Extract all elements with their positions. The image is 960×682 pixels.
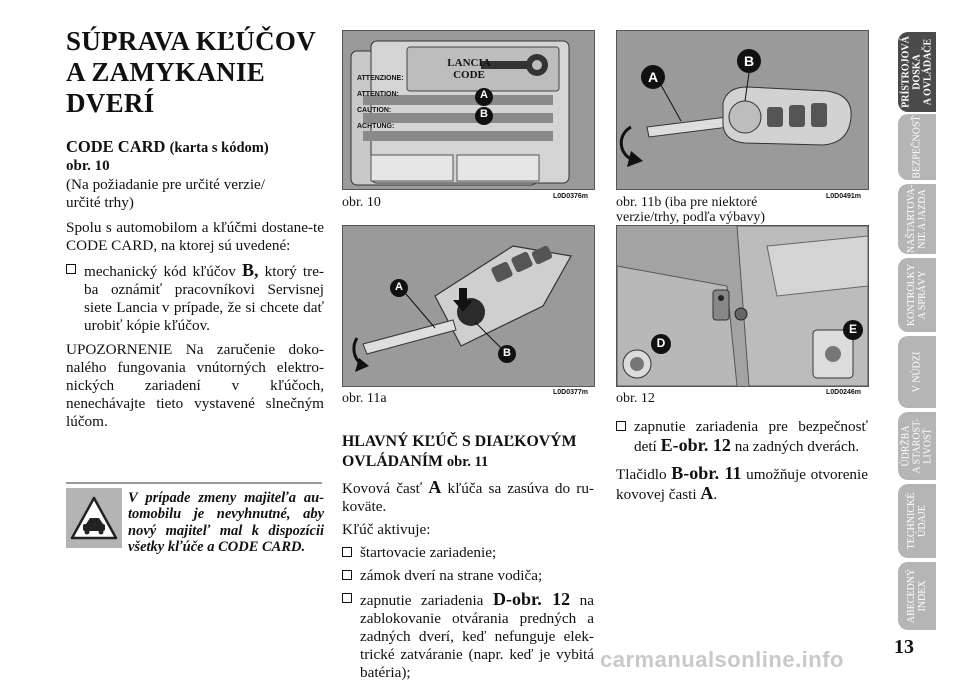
tab-label bbox=[906, 569, 928, 623]
tab-emergency[interactable] bbox=[898, 336, 936, 408]
code-card-section bbox=[66, 138, 326, 431]
tab-label bbox=[906, 264, 928, 326]
warning-car-icon bbox=[66, 488, 122, 548]
marker-b: B bbox=[743, 53, 755, 69]
bullet-bold: B, bbox=[241, 260, 259, 280]
bullet-text: na zadných dverách. bbox=[730, 438, 860, 455]
figure-code: L0D0491m bbox=[826, 193, 862, 200]
tab-label-line: LIVOSŤ bbox=[922, 428, 934, 464]
para-text: Kovová časť bbox=[342, 480, 429, 497]
marker-b: B bbox=[480, 108, 488, 120]
tab-label bbox=[906, 185, 928, 253]
heading-text: CODE CARD bbox=[66, 137, 166, 156]
bullet-item bbox=[342, 567, 594, 585]
intro-paragraph: Spolu s automobilom a kľúčmi dostane-te CODE CARD, na ktorej sú uvedené: bbox=[66, 219, 324, 254]
watermark: carmanualsonline.info bbox=[600, 647, 844, 672]
figure-caption bbox=[616, 195, 765, 225]
tab-label bbox=[912, 352, 923, 393]
title-line: SÚPRAVA KĽÚČOV bbox=[66, 26, 317, 56]
figure-code: L0D0246m bbox=[826, 389, 862, 396]
checkbox-bullet-icon bbox=[66, 264, 76, 274]
tab-instrument-panel[interactable] bbox=[898, 32, 936, 112]
page-title bbox=[66, 26, 326, 119]
checkbox-bullet-icon bbox=[616, 421, 626, 431]
tab-label bbox=[901, 418, 934, 473]
bullet-text: zámok dverí na strane vodiča; bbox=[360, 567, 543, 584]
tab-label-line: ÚDAJE bbox=[917, 505, 928, 537]
title-line: DVERÍ bbox=[66, 88, 155, 118]
tab-label-line: TECHNICKÉ bbox=[906, 492, 917, 550]
card-label: ATTENTION: bbox=[357, 91, 399, 98]
note-line: (Na požiadanie pre určité verzie/ bbox=[66, 176, 266, 193]
marker-a: A bbox=[395, 281, 403, 293]
figure-remote-key bbox=[616, 30, 869, 190]
bullet-item bbox=[66, 261, 324, 335]
paragraph bbox=[342, 478, 594, 516]
paragraph bbox=[616, 464, 868, 504]
checkbox-bullet-icon bbox=[342, 593, 352, 603]
figure-code: L0D0376m bbox=[553, 193, 589, 200]
tab-label-line: NAŠTARTOVA- bbox=[906, 184, 917, 254]
figure-caption: obr. 11a bbox=[342, 391, 387, 406]
callout-text: V prípade zmeny majiteľa au-tomobilu je nevyhnutné, aby nový majiteľ mal k dispozícii všetky kľúče a CODE CARD. bbox=[128, 490, 324, 555]
card-title-line: CODE bbox=[453, 69, 485, 81]
tab-label-line: ÚDRŽBA bbox=[900, 425, 912, 467]
para-text: kľúča sa zasúva do ru-koväte. bbox=[342, 480, 594, 515]
card-label: ATTENZIONE: bbox=[357, 75, 404, 82]
marker-a: A bbox=[647, 69, 659, 85]
card-title bbox=[439, 57, 499, 81]
bullet-text: zapnutie zariadenia pre bezpečnosť detí bbox=[634, 418, 868, 455]
bullet-item bbox=[616, 418, 868, 456]
card-title-line: LANCIA bbox=[447, 57, 491, 69]
figure-caption: obr. 12 bbox=[616, 391, 655, 406]
para-text: umožňuje otvorenie kovovej časti bbox=[616, 466, 868, 503]
bullet-text: zapnutie zariadenia bbox=[360, 592, 493, 609]
card-label: CAUTION: bbox=[357, 107, 392, 114]
heading-text: OVLÁDANÍM bbox=[342, 453, 447, 470]
tab-starting-driving[interactable] bbox=[898, 184, 936, 254]
heading-line bbox=[342, 452, 594, 472]
main-key-section bbox=[342, 432, 594, 682]
para-text: Tlačidlo bbox=[616, 466, 672, 483]
card-warning-labels bbox=[357, 71, 404, 135]
note-line: určité trhy) bbox=[66, 194, 134, 211]
tab-label-line: A OVLÁDAČE bbox=[922, 38, 934, 106]
para-bold: A bbox=[428, 477, 442, 497]
warning-paragraph: UPOZORNENIE Na zaručenie doko-nalého fungovania vnútorných elektro-nických zariadení v kľúčoch, nenechávajte tieto vystavené slnečným lúčom. bbox=[66, 341, 324, 430]
tab-label-line: A STAROST- bbox=[911, 418, 923, 474]
tab-label bbox=[906, 493, 928, 550]
child-lock-section bbox=[616, 418, 868, 504]
figure-reference: obr. 10 bbox=[66, 158, 110, 174]
bullet-text: ktorý tre-ba oznámiť pracovníkovi Servisnej siete Lancia v prípade, že si chcete dať urobiť kópie kľúčov. bbox=[84, 263, 324, 334]
heading-subtext: (karta s kódom) bbox=[169, 140, 269, 156]
marker-d: D bbox=[656, 336, 666, 350]
tab-label-line: ABECEDNÝ bbox=[906, 568, 917, 624]
tab-label-line: V NÚDZI bbox=[911, 351, 923, 393]
checkbox-bullet-icon bbox=[342, 570, 352, 580]
tab-safety[interactable] bbox=[898, 114, 936, 180]
bullet-item bbox=[342, 544, 594, 562]
paragraph: Kľúč aktivuje: bbox=[342, 521, 431, 538]
tab-label bbox=[912, 115, 923, 178]
tab-label-line: KONTROLKY bbox=[906, 263, 917, 327]
tab-label-line: INDEX bbox=[917, 580, 928, 612]
marker-a: A bbox=[480, 89, 488, 101]
title-line: A ZAMYKANIE bbox=[66, 57, 266, 87]
section-heading bbox=[342, 432, 594, 472]
tab-label-line: A SPRÁVY bbox=[917, 270, 928, 320]
tab-label-line: NIE A JAZDA bbox=[917, 189, 928, 249]
bullet-text: štartovacie zariadenie; bbox=[360, 544, 497, 561]
bullet-bold: E-obr. 12 bbox=[660, 435, 731, 455]
para-text: . bbox=[713, 486, 718, 503]
figure-door-locks bbox=[616, 225, 869, 387]
para-bold: A bbox=[700, 483, 714, 503]
marker-b: B bbox=[503, 347, 511, 359]
callout-icon-panel bbox=[66, 488, 122, 548]
caption-line: verzie/trhy, podľa výbavy) bbox=[616, 210, 766, 225]
figure-flip-key bbox=[342, 225, 595, 387]
caption-line: obr. 11b (iba pre niektoré bbox=[616, 195, 758, 210]
card-label: ACHTUNG: bbox=[357, 123, 395, 130]
callout-box bbox=[66, 482, 322, 572]
para-bold: B-obr. 11 bbox=[671, 463, 742, 483]
tab-maintenance[interactable] bbox=[898, 412, 936, 480]
section-heading bbox=[66, 138, 326, 157]
tab-warning-lights[interactable] bbox=[898, 258, 936, 332]
marker-e: E bbox=[848, 322, 857, 336]
tab-label-line: PRÍSTROJOVÁ bbox=[900, 36, 912, 108]
availability-note bbox=[66, 176, 326, 212]
heading-line: HLAVNÝ KĽÚČ S DIAĽKOVÝM bbox=[342, 433, 577, 450]
door-illustration bbox=[617, 226, 868, 386]
figure-code-card bbox=[342, 30, 595, 190]
figure-caption: obr. 10 bbox=[342, 195, 381, 210]
bullet-bold: D-obr. 12 bbox=[492, 589, 571, 609]
flip-key-illustration bbox=[343, 226, 594, 386]
tab-technical-data[interactable] bbox=[898, 484, 936, 558]
tab-label-line: DOSKA bbox=[911, 54, 923, 90]
figure-code: L0D0377m bbox=[553, 389, 589, 396]
tab-label-line: BEZPEČNOSŤ bbox=[911, 115, 923, 179]
page-number: 13 bbox=[894, 636, 914, 658]
tab-index[interactable] bbox=[898, 562, 936, 630]
checkbox-bullet-icon bbox=[342, 547, 352, 557]
bullet-item bbox=[342, 590, 594, 682]
tab-label bbox=[901, 36, 934, 108]
bullet-text: mechanický kód kľúčov bbox=[84, 263, 242, 280]
bullet-text: na zablokovanie otvárania predných a zadných dverí, keď nefunguje elek-trické zatváranie (napr. keď je vybitá batéria); bbox=[360, 592, 594, 681]
heading-ref: obr. 11 bbox=[446, 454, 489, 470]
